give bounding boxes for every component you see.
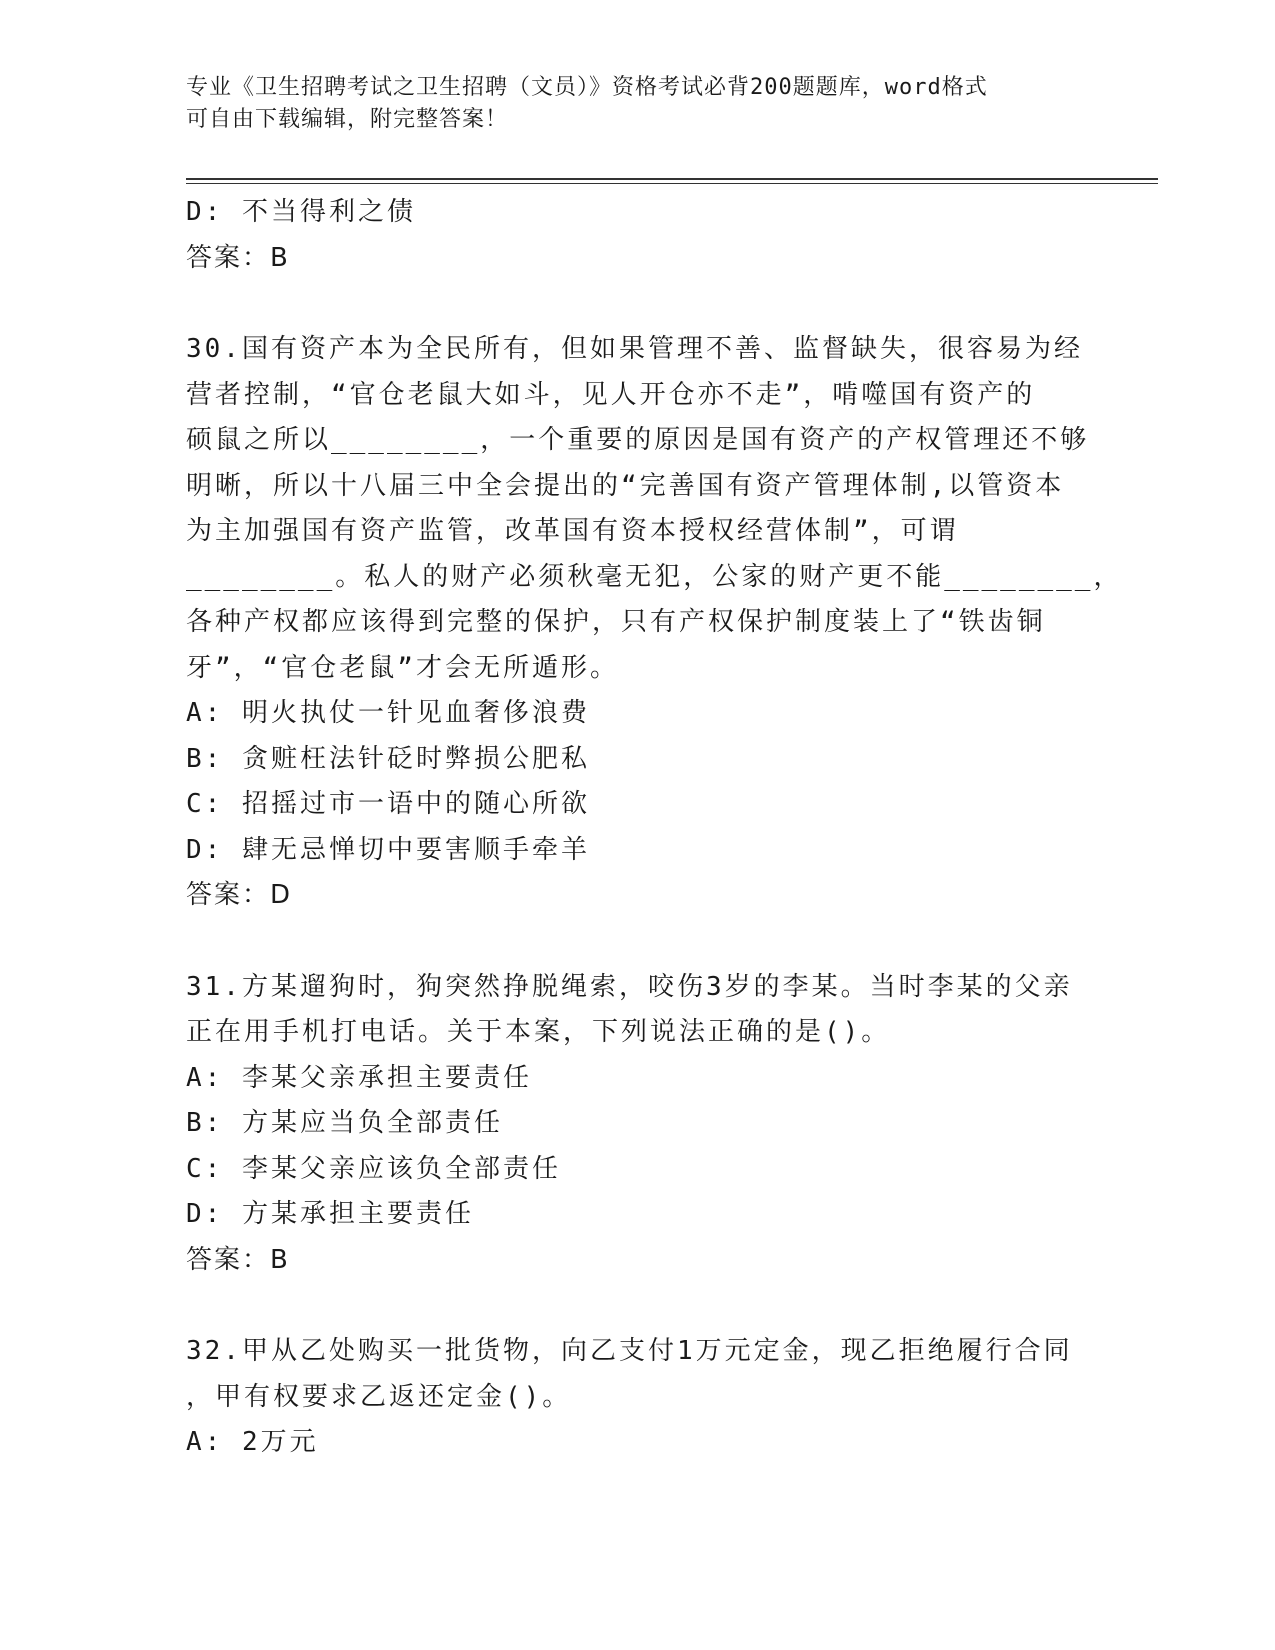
q31-option-b: B: 方某应当负全部责任 (186, 1108, 503, 1138)
spacer (186, 281, 1146, 327)
q32-option-a: A: 2万元 (186, 1427, 319, 1457)
q30-stem-line: 牙”，“官仓老鼠”才会无所遁形。 (186, 652, 619, 683)
q30-stem-line: 30.国有资产本为全民所有，但如果管理不善、监督缺失，很容易为经 (186, 334, 1083, 364)
q31-answer: 答案：B (186, 1244, 290, 1275)
question-content (186, 190, 1146, 1466)
q31-option-a: A: 李某父亲承担主要责任 (186, 1062, 532, 1093)
q31-stem-line: 正在用手机打电话。关于本案，下列说法正确的是()。 (186, 1017, 891, 1047)
q30-stem-line: 各种产权都应该得到完整的保护，只有产权保护制度装上了“铁齿铜 (186, 607, 1046, 637)
q30-option-c: C: 招摇过市一语中的随心所欲 (186, 789, 590, 819)
question-32 (186, 1329, 1146, 1466)
q29-answer: 答案：B (186, 242, 290, 273)
q31-stem-line: 31.方某遛狗时，狗突然挣脱绳索，咬伤3岁的李某。当时李某的父亲 (186, 971, 1073, 1002)
q32-stem-line: ，甲有权要求乙返还定金()。 (186, 1381, 572, 1412)
q29-option-d: D: 不当得利之债 (186, 197, 416, 227)
q32-stem-line: 32.甲从乙处购买一批货物，向乙支付1万元定金，现乙拒绝履行合同 (186, 1336, 1073, 1366)
q30-stem-line: ________。私人的财产必须秋毫无犯，公家的财产更不能________， (186, 561, 1123, 592)
q30-answer: 答案：D (186, 880, 293, 910)
spacer (186, 919, 1146, 965)
question-31 (186, 965, 1146, 1284)
header-rule-thin (186, 183, 1158, 184)
q30-option-d: D: 肆无忌惮切中要害顺手牵羊 (186, 834, 590, 865)
q30-option-b: B: 贪赃枉法针砭时弊损公肥私 (186, 743, 590, 774)
q31-option-c: C: 李某父亲应该负全部责任 (186, 1153, 561, 1184)
q30-option-a: A: 明火执仗一针见血奢侈浪费 (186, 698, 590, 728)
document-header (186, 72, 1066, 136)
header-line-2: 可自由下载编辑，附完整答案！ (186, 107, 509, 132)
q30-stem-line: 明晰，所以十八届三中全会提出的“完善国有资产管理体制,以管资本 (186, 470, 1065, 501)
q30-stem-line: 为主加强国有资产监管，改革国有资本授权经营体制”，可谓 (186, 516, 959, 546)
question-30 (186, 327, 1146, 919)
header-line-1: 专业《卫生招聘考试之卫生招聘（文员）》资格考试必背200题题库，word格式 (186, 75, 988, 100)
q30-stem-line: 硕鼠之所以________，一个重要的原因是国有资产的产权管理还不够 (186, 425, 1090, 455)
spacer (186, 1283, 1146, 1329)
header-rule-thick (186, 178, 1158, 180)
q30-stem-line: 营者控制，“官仓老鼠大如斗，见人开仓亦不走”，啃噬国有资产的 (186, 379, 1036, 410)
q31-option-d: D: 方某承担主要责任 (186, 1199, 474, 1229)
